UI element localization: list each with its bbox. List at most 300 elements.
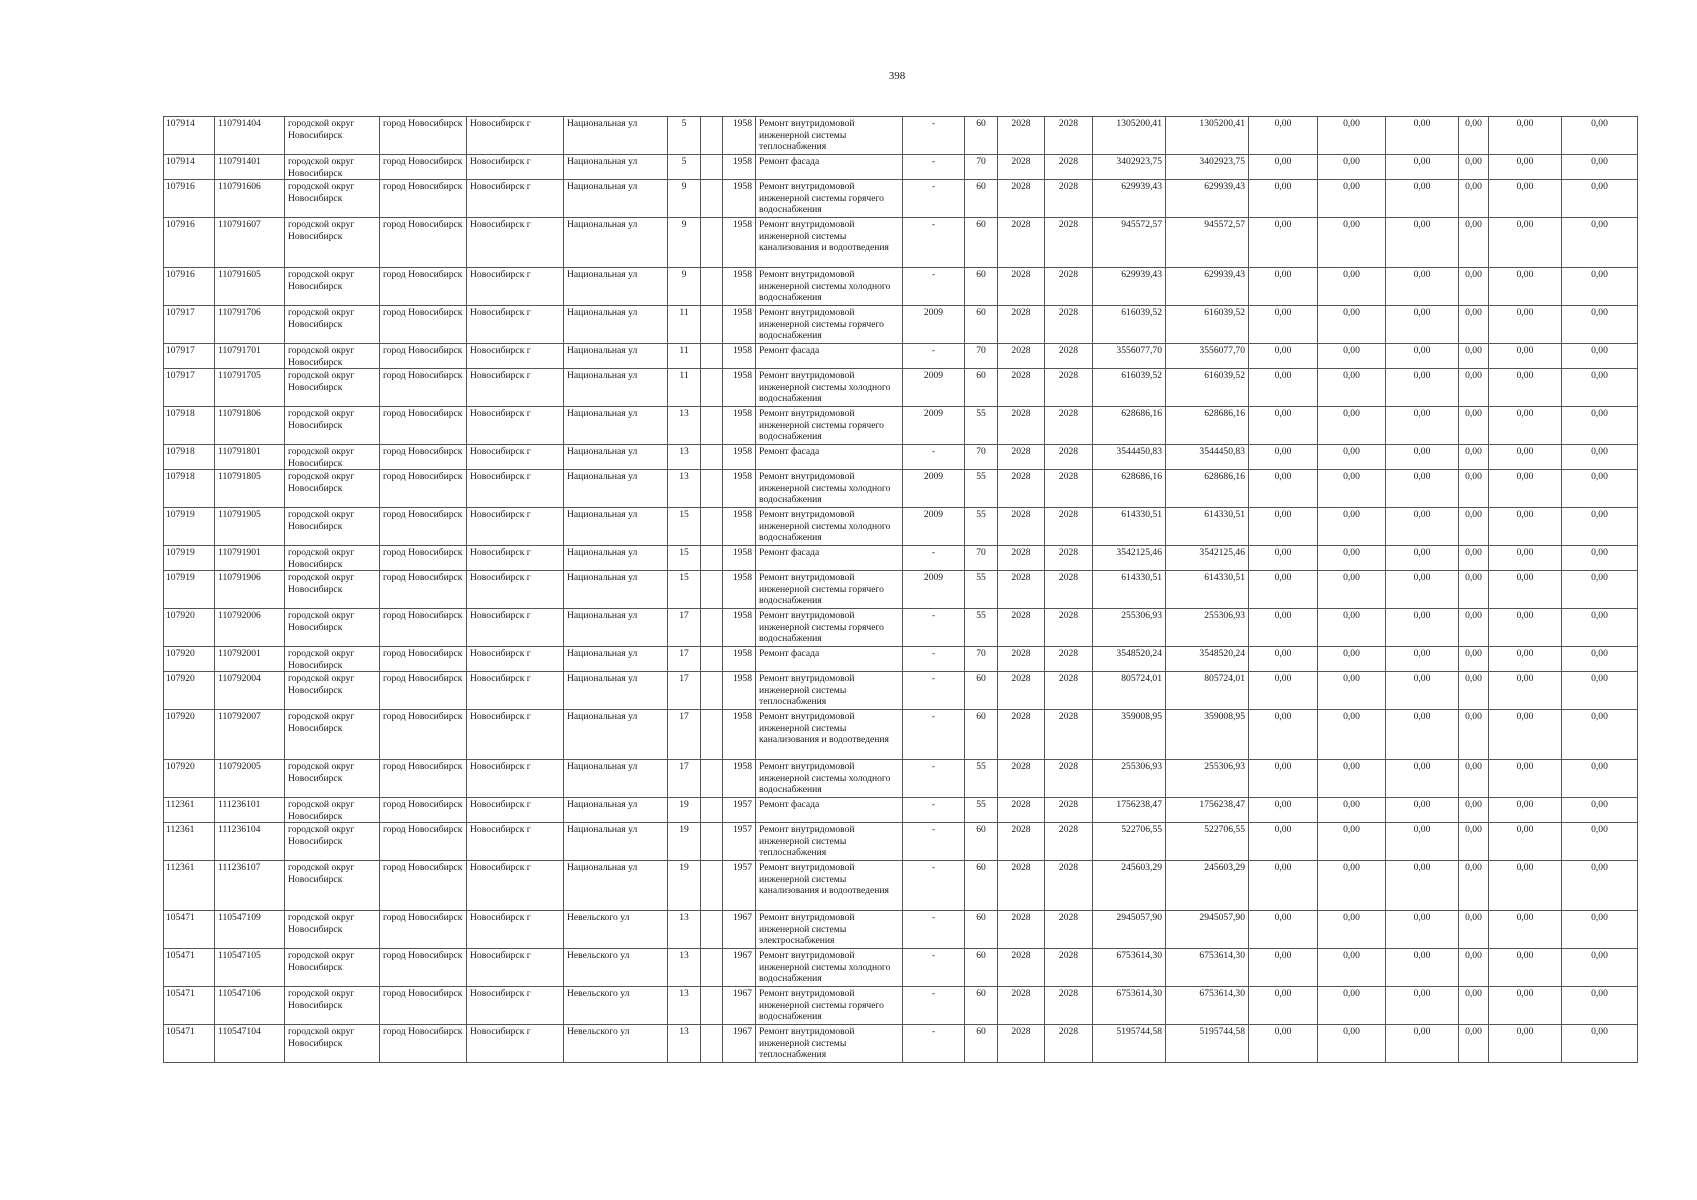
row-year: 1958 [723,445,756,470]
row-plan-end-year: 2028 [1045,647,1093,672]
row-service-life: 55 [965,508,998,546]
row-district: городской округ Новосибирск [285,949,380,987]
row-total: 1305200,41 [1166,117,1249,155]
row-extra [701,117,723,155]
row-plan-end-year: 2028 [1045,470,1093,508]
row-fund-6: 0,00 [1562,369,1638,407]
row-extra [701,609,723,647]
row-fund-2: 0,00 [1318,861,1386,911]
row-fund-4: 0,00 [1459,823,1489,861]
row-total: 3402923,75 [1166,155,1249,180]
table-row [164,798,1638,823]
row-plan-end-year: 2028 [1045,1025,1093,1063]
row-total: 629939,43 [1166,180,1249,218]
table-row [164,571,1638,609]
row-house-number: 9 [668,180,701,218]
row-district: городской округ Новосибирск [285,861,380,911]
row-city: Новосибирск г [467,508,564,546]
row-previous-repair-year: - [903,987,965,1025]
row-fund-1: 0,00 [1249,268,1318,306]
row-locality: город Новосибирск [380,1025,467,1063]
row-city: Новосибирск г [467,823,564,861]
row-fund-1: 0,00 [1249,445,1318,470]
row-service-life: 60 [965,268,998,306]
table-row [164,344,1638,369]
row-total: 3544450,83 [1166,445,1249,470]
row-year: 1967 [723,987,756,1025]
row-fund-5: 0,00 [1489,672,1562,710]
row-house-number: 11 [668,306,701,344]
row-work-type: Ремонт внутридомовой инженерной системы холодного водоснабжения [756,369,903,407]
row-fund-4: 0,00 [1459,180,1489,218]
row-extra [701,155,723,180]
row-fund-3: 0,00 [1386,344,1459,369]
row-district: городской округ Новосибирск [285,760,380,798]
row-street: Национальная ул [564,823,668,861]
row-district: городской округ Новосибирск [285,180,380,218]
row-fund-6: 0,00 [1562,306,1638,344]
row-service-life: 70 [965,546,998,571]
row-fund-1: 0,00 [1249,180,1318,218]
row-locality: город Новосибирск [380,268,467,306]
row-code: 110791701 [215,344,285,369]
row-fund-5: 0,00 [1489,218,1562,268]
row-fund-2: 0,00 [1318,344,1386,369]
row-extra [701,823,723,861]
row-plan-end-year: 2028 [1045,987,1093,1025]
row-plan-end-year: 2028 [1045,344,1093,369]
row-fund-3: 0,00 [1386,571,1459,609]
row-fund-5: 0,00 [1489,798,1562,823]
table-row [164,987,1638,1025]
row-fund-6: 0,00 [1562,571,1638,609]
row-service-life: 55 [965,571,998,609]
row-fund-3: 0,00 [1386,949,1459,987]
row-house-number: 17 [668,647,701,672]
row-plan-start-year: 2028 [998,306,1045,344]
row-fund-6: 0,00 [1562,218,1638,268]
row-city: Новосибирск г [467,445,564,470]
row-work-type: Ремонт внутридомовой инженерной системы холодного водоснабжения [756,949,903,987]
table-row [164,760,1638,798]
row-district: городской округ Новосибирск [285,445,380,470]
row-cost: 628686,16 [1093,407,1166,445]
row-service-life: 60 [965,949,998,987]
row-year: 1958 [723,155,756,180]
row-fund-2: 0,00 [1318,798,1386,823]
row-previous-repair-year: 2009 [903,306,965,344]
row-fund-5: 0,00 [1489,407,1562,445]
row-service-life: 60 [965,306,998,344]
row-city: Новосибирск г [467,546,564,571]
row-locality: город Новосибирск [380,647,467,672]
row-work-type: Ремонт внутридомовой инженерной системы холодного водоснабжения [756,268,903,306]
row-street: Национальная ул [564,798,668,823]
row-fund-4: 0,00 [1459,911,1489,949]
row-extra [701,407,723,445]
row-previous-repair-year: - [903,609,965,647]
row-cost: 3402923,75 [1093,155,1166,180]
row-year: 1958 [723,470,756,508]
row-extra [701,760,723,798]
row-locality: город Новосибирск [380,445,467,470]
row-fund-1: 0,00 [1249,571,1318,609]
row-locality: город Новосибирск [380,861,467,911]
row-plan-start-year: 2028 [998,949,1045,987]
row-service-life: 60 [965,823,998,861]
row-locality: город Новосибирск [380,508,467,546]
row-district: городской округ Новосибирск [285,571,380,609]
row-plan-start-year: 2028 [998,117,1045,155]
row-id: 105471 [164,949,215,987]
row-cost: 614330,51 [1093,571,1166,609]
row-code: 111236101 [215,798,285,823]
row-fund-4: 0,00 [1459,798,1489,823]
row-fund-4: 0,00 [1459,268,1489,306]
row-total: 5195744,58 [1166,1025,1249,1063]
row-city: Новосибирск г [467,571,564,609]
row-id: 107914 [164,155,215,180]
row-house-number: 17 [668,609,701,647]
row-fund-6: 0,00 [1562,117,1638,155]
row-id: 107920 [164,672,215,710]
row-fund-3: 0,00 [1386,546,1459,571]
row-year: 1958 [723,609,756,647]
row-code: 110791606 [215,180,285,218]
row-fund-6: 0,00 [1562,760,1638,798]
row-fund-5: 0,00 [1489,546,1562,571]
row-locality: город Новосибирск [380,407,467,445]
row-fund-3: 0,00 [1386,823,1459,861]
row-fund-3: 0,00 [1386,470,1459,508]
row-previous-repair-year: - [903,647,965,672]
row-year: 1958 [723,306,756,344]
row-plan-start-year: 2028 [998,407,1045,445]
row-id: 107918 [164,445,215,470]
row-fund-4: 0,00 [1459,369,1489,407]
row-fund-1: 0,00 [1249,710,1318,760]
row-fund-2: 0,00 [1318,1025,1386,1063]
row-street: Невельского ул [564,911,668,949]
row-total: 616039,52 [1166,369,1249,407]
row-fund-2: 0,00 [1318,609,1386,647]
row-plan-start-year: 2028 [998,760,1045,798]
row-previous-repair-year: - [903,268,965,306]
row-house-number: 19 [668,861,701,911]
row-plan-start-year: 2028 [998,672,1045,710]
row-house-number: 15 [668,508,701,546]
row-fund-6: 0,00 [1562,798,1638,823]
row-fund-5: 0,00 [1489,180,1562,218]
row-plan-start-year: 2028 [998,647,1045,672]
row-year: 1958 [723,546,756,571]
page-number: 398 [888,70,906,82]
row-fund-5: 0,00 [1489,571,1562,609]
row-code: 110791806 [215,407,285,445]
row-fund-3: 0,00 [1386,508,1459,546]
table-body [164,117,1638,1063]
row-service-life: 60 [965,369,998,407]
row-street: Национальная ул [564,861,668,911]
row-fund-5: 0,00 [1489,155,1562,180]
row-cost: 5195744,58 [1093,1025,1166,1063]
row-plan-end-year: 2028 [1045,710,1093,760]
row-total: 945572,57 [1166,218,1249,268]
row-fund-5: 0,00 [1489,911,1562,949]
row-fund-5: 0,00 [1489,1025,1562,1063]
row-extra [701,369,723,407]
row-service-life: 55 [965,470,998,508]
row-fund-2: 0,00 [1318,710,1386,760]
row-cost: 522706,55 [1093,823,1166,861]
row-plan-start-year: 2028 [998,445,1045,470]
row-house-number: 11 [668,344,701,369]
table-row [164,949,1638,987]
row-total: 255306,93 [1166,609,1249,647]
row-city: Новосибирск г [467,470,564,508]
row-street: Национальная ул [564,672,668,710]
row-total: 616039,52 [1166,306,1249,344]
row-fund-1: 0,00 [1249,798,1318,823]
row-total: 805724,01 [1166,672,1249,710]
row-district: городской округ Новосибирск [285,218,380,268]
row-work-type: Ремонт фасада [756,647,903,672]
row-total: 245603,29 [1166,861,1249,911]
row-fund-4: 0,00 [1459,445,1489,470]
row-id: 107920 [164,760,215,798]
row-id: 107919 [164,508,215,546]
row-year: 1958 [723,344,756,369]
row-plan-end-year: 2028 [1045,911,1093,949]
row-fund-6: 0,00 [1562,609,1638,647]
row-fund-5: 0,00 [1489,268,1562,306]
row-street: Национальная ул [564,647,668,672]
row-extra [701,508,723,546]
row-work-type: Ремонт внутридомовой инженерной системы электроснабжения [756,911,903,949]
row-street: Национальная ул [564,508,668,546]
row-fund-1: 0,00 [1249,609,1318,647]
row-house-number: 17 [668,760,701,798]
row-house-number: 5 [668,155,701,180]
row-locality: город Новосибирск [380,609,467,647]
row-district: городской округ Новосибирск [285,369,380,407]
row-cost: 629939,43 [1093,180,1166,218]
row-fund-5: 0,00 [1489,508,1562,546]
row-locality: город Новосибирск [380,911,467,949]
row-previous-repair-year: - [903,672,965,710]
table-row [164,823,1638,861]
row-plan-start-year: 2028 [998,218,1045,268]
row-code: 110791607 [215,218,285,268]
row-service-life: 70 [965,647,998,672]
row-fund-5: 0,00 [1489,306,1562,344]
table-row [164,470,1638,508]
row-cost: 3544450,83 [1093,445,1166,470]
row-city: Новосибирск г [467,911,564,949]
row-district: городской округ Новосибирск [285,647,380,672]
row-fund-5: 0,00 [1489,987,1562,1025]
row-year: 1958 [723,571,756,609]
row-fund-5: 0,00 [1489,949,1562,987]
row-year: 1967 [723,911,756,949]
row-city: Новосибирск г [467,647,564,672]
row-fund-5: 0,00 [1489,609,1562,647]
row-previous-repair-year: - [903,798,965,823]
row-extra [701,445,723,470]
row-street: Национальная ул [564,445,668,470]
row-fund-6: 0,00 [1562,344,1638,369]
row-code: 111236107 [215,861,285,911]
row-fund-4: 0,00 [1459,861,1489,911]
row-plan-end-year: 2028 [1045,823,1093,861]
row-fund-2: 0,00 [1318,180,1386,218]
row-fund-1: 0,00 [1249,1025,1318,1063]
row-fund-6: 0,00 [1562,407,1638,445]
row-cost: 805724,01 [1093,672,1166,710]
row-fund-3: 0,00 [1386,710,1459,760]
row-locality: город Новосибирск [380,344,467,369]
row-fund-3: 0,00 [1386,987,1459,1025]
row-fund-5: 0,00 [1489,470,1562,508]
row-id: 107919 [164,546,215,571]
row-fund-3: 0,00 [1386,306,1459,344]
row-locality: город Новосибирск [380,798,467,823]
row-plan-start-year: 2028 [998,369,1045,407]
row-year: 1958 [723,218,756,268]
row-fund-5: 0,00 [1489,369,1562,407]
row-district: городской округ Новосибирск [285,710,380,760]
row-fund-1: 0,00 [1249,369,1318,407]
row-id: 112361 [164,798,215,823]
table-row [164,546,1638,571]
row-plan-end-year: 2028 [1045,508,1093,546]
row-fund-5: 0,00 [1489,710,1562,760]
row-street: Национальная ул [564,760,668,798]
row-plan-end-year: 2028 [1045,571,1093,609]
row-plan-start-year: 2028 [998,571,1045,609]
row-fund-2: 0,00 [1318,155,1386,180]
row-id: 107916 [164,180,215,218]
row-fund-4: 0,00 [1459,647,1489,672]
row-code: 110791404 [215,117,285,155]
row-code: 110791605 [215,268,285,306]
row-fund-2: 0,00 [1318,117,1386,155]
row-service-life: 60 [965,911,998,949]
row-fund-1: 0,00 [1249,987,1318,1025]
row-year: 1957 [723,798,756,823]
row-previous-repair-year: 2009 [903,470,965,508]
row-city: Новосибирск г [467,117,564,155]
row-city: Новосибирск г [467,306,564,344]
row-id: 107914 [164,117,215,155]
row-fund-1: 0,00 [1249,407,1318,445]
row-house-number: 9 [668,268,701,306]
row-city: Новосибирск г [467,798,564,823]
row-service-life: 70 [965,155,998,180]
row-fund-2: 0,00 [1318,672,1386,710]
row-locality: город Новосибирск [380,470,467,508]
row-fund-4: 0,00 [1459,1025,1489,1063]
row-code: 110791706 [215,306,285,344]
row-fund-6: 0,00 [1562,268,1638,306]
row-code: 111236104 [215,823,285,861]
row-locality: город Новосибирск [380,672,467,710]
row-fund-5: 0,00 [1489,647,1562,672]
row-service-life: 60 [965,710,998,760]
row-plan-end-year: 2028 [1045,268,1093,306]
row-service-life: 60 [965,861,998,911]
row-total: 3542125,46 [1166,546,1249,571]
row-fund-6: 0,00 [1562,672,1638,710]
row-service-life: 70 [965,445,998,470]
row-plan-end-year: 2028 [1045,407,1093,445]
row-fund-6: 0,00 [1562,546,1638,571]
row-service-life: 55 [965,609,998,647]
row-locality: город Новосибирск [380,369,467,407]
row-extra [701,798,723,823]
row-extra [701,306,723,344]
row-fund-4: 0,00 [1459,407,1489,445]
row-work-type: Ремонт фасада [756,445,903,470]
row-work-type: Ремонт внутридомовой инженерной системы горячего водоснабжения [756,407,903,445]
row-plan-start-year: 2028 [998,710,1045,760]
row-city: Новосибирск г [467,218,564,268]
row-locality: город Новосибирск [380,823,467,861]
row-fund-2: 0,00 [1318,911,1386,949]
row-fund-4: 0,00 [1459,117,1489,155]
row-work-type: Ремонт внутридомовой инженерной системы горячего водоснабжения [756,306,903,344]
row-extra [701,344,723,369]
row-fund-1: 0,00 [1249,546,1318,571]
row-service-life: 55 [965,760,998,798]
row-fund-5: 0,00 [1489,861,1562,911]
row-city: Новосибирск г [467,344,564,369]
row-year: 1957 [723,861,756,911]
row-fund-2: 0,00 [1318,760,1386,798]
row-work-type: Ремонт фасада [756,546,903,571]
row-fund-3: 0,00 [1386,117,1459,155]
row-plan-start-year: 2028 [998,508,1045,546]
row-total: 3556077,70 [1166,344,1249,369]
row-work-type: Ремонт внутридомовой инженерной системы горячего водоснабжения [756,987,903,1025]
row-fund-2: 0,00 [1318,218,1386,268]
row-district: городской округ Новосибирск [285,798,380,823]
table-row [164,268,1638,306]
row-service-life: 60 [965,117,998,155]
row-id: 105471 [164,987,215,1025]
row-fund-2: 0,00 [1318,987,1386,1025]
row-district: городской округ Новосибирск [285,407,380,445]
row-district: городской округ Новосибирск [285,344,380,369]
row-locality: город Новосибирск [380,710,467,760]
table-row [164,445,1638,470]
row-fund-3: 0,00 [1386,798,1459,823]
row-total: 614330,51 [1166,571,1249,609]
row-cost: 3556077,70 [1093,344,1166,369]
row-previous-repair-year: - [903,546,965,571]
row-plan-start-year: 2028 [998,268,1045,306]
table-row [164,218,1638,268]
row-plan-end-year: 2028 [1045,546,1093,571]
row-previous-repair-year: - [903,949,965,987]
row-house-number: 13 [668,987,701,1025]
row-fund-4: 0,00 [1459,344,1489,369]
row-work-type: Ремонт фасада [756,155,903,180]
row-cost: 616039,52 [1093,306,1166,344]
row-previous-repair-year: - [903,155,965,180]
row-fund-4: 0,00 [1459,508,1489,546]
row-street: Национальная ул [564,407,668,445]
